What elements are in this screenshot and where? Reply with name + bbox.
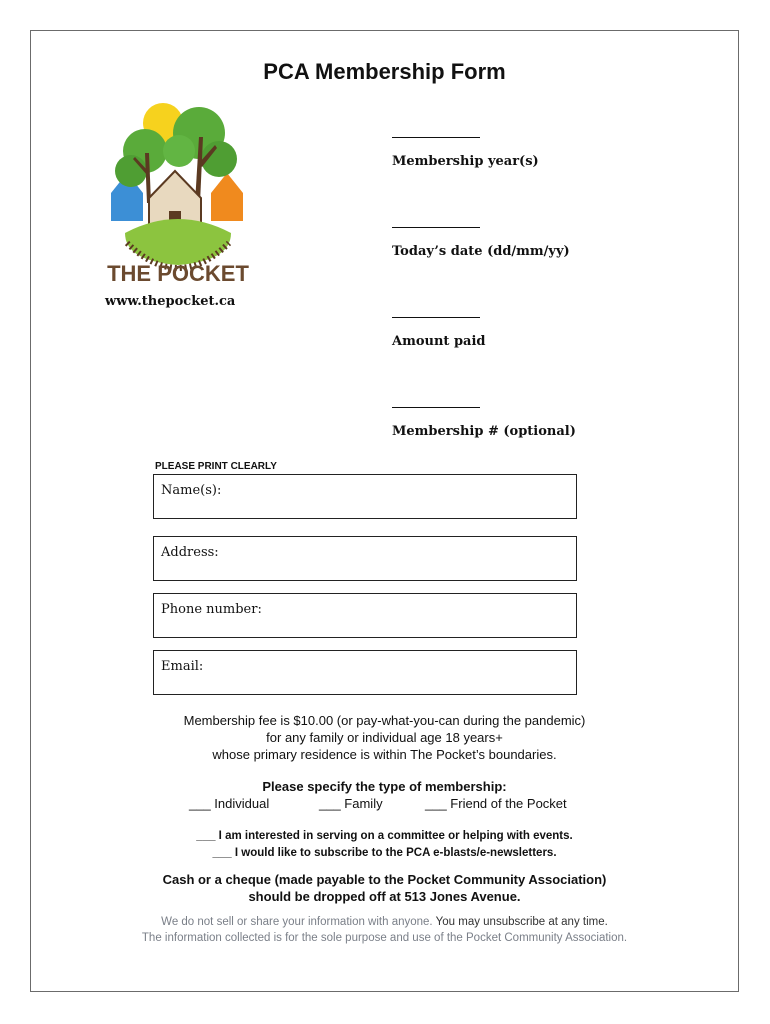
membership-number-field[interactable]: [392, 407, 622, 439]
print-clearly-note: PLEASE PRINT CLEARLY: [155, 461, 277, 472]
privacy-line-1: [31, 914, 738, 930]
amount-paid-field[interactable]: [392, 317, 622, 349]
payment-line-1: Cash or a cheque (made payable to the Pocket Community Association): [162, 872, 607, 887]
the-pocket-logo: [103, 93, 253, 288]
interest-section: [31, 828, 738, 862]
email-box[interactable]: [153, 650, 577, 695]
email-label: Email:: [161, 659, 204, 674]
form-page: [30, 30, 739, 992]
phone-box[interactable]: [153, 593, 577, 638]
fee-line-3: whose primary residence is within The Pocket’s boundaries.: [212, 747, 557, 762]
names-box[interactable]: [153, 474, 577, 519]
fee-line-2: for any family or individual age 18 years+: [266, 730, 503, 745]
newsletter-subscribe-option[interactable]: ___ I would like to subscribe to the PCA e-blasts/e-newsletters.: [212, 847, 557, 859]
membership-year-rule: [392, 137, 480, 138]
phone-label: Phone number:: [161, 602, 262, 617]
membership-year-label: Membership year(s): [392, 154, 539, 169]
membership-year-field[interactable]: [392, 137, 622, 169]
membership-type-heading: Please specify the type of membership:: [262, 779, 507, 794]
privacy-line-1a: We do not sell or share your information with anyone.: [161, 916, 433, 928]
committee-interest-option[interactable]: ___ I am interested in serving on a committee or helping with events.: [196, 830, 573, 842]
address-label: Address:: [161, 545, 219, 560]
fee-line-1: Membership fee is $10.00 (or pay-what-you-can during the pandemic): [183, 713, 586, 728]
membership-number-rule: [392, 407, 480, 408]
todays-date-label: Today’s date (dd/mm/yy): [392, 244, 570, 259]
todays-date-field[interactable]: [392, 227, 622, 259]
logo-orange-house: [211, 173, 243, 221]
todays-date-rule: [392, 227, 480, 228]
privacy-notice: [31, 914, 738, 946]
option-individual[interactable]: ___ Individual: [189, 796, 270, 811]
website-link: www.thepocket.ca: [105, 294, 236, 309]
amount-paid-rule: [392, 317, 480, 318]
fee-info: [31, 712, 738, 763]
form-title: PCA Membership Form: [263, 59, 506, 84]
payment-instructions: [31, 871, 738, 905]
names-label: Name(s):: [161, 483, 222, 498]
privacy-line-2: The information collected is for the sole purpose and use of the Pocket Community Association.: [141, 932, 628, 944]
payment-line-2: should be dropped off at 513 Jones Avenue.: [248, 889, 521, 904]
privacy-line-1b: You may unsubscribe at any time.: [435, 916, 608, 928]
logo-text: THE POCKET: [107, 261, 249, 286]
membership-number-label: Membership # (optional): [392, 424, 576, 439]
option-family[interactable]: ___ Family: [319, 796, 383, 811]
address-box[interactable]: [153, 536, 577, 581]
amount-paid-label: Amount paid: [392, 334, 486, 349]
option-friend-of-the-pocket[interactable]: ___ Friend of the Pocket: [425, 796, 567, 811]
